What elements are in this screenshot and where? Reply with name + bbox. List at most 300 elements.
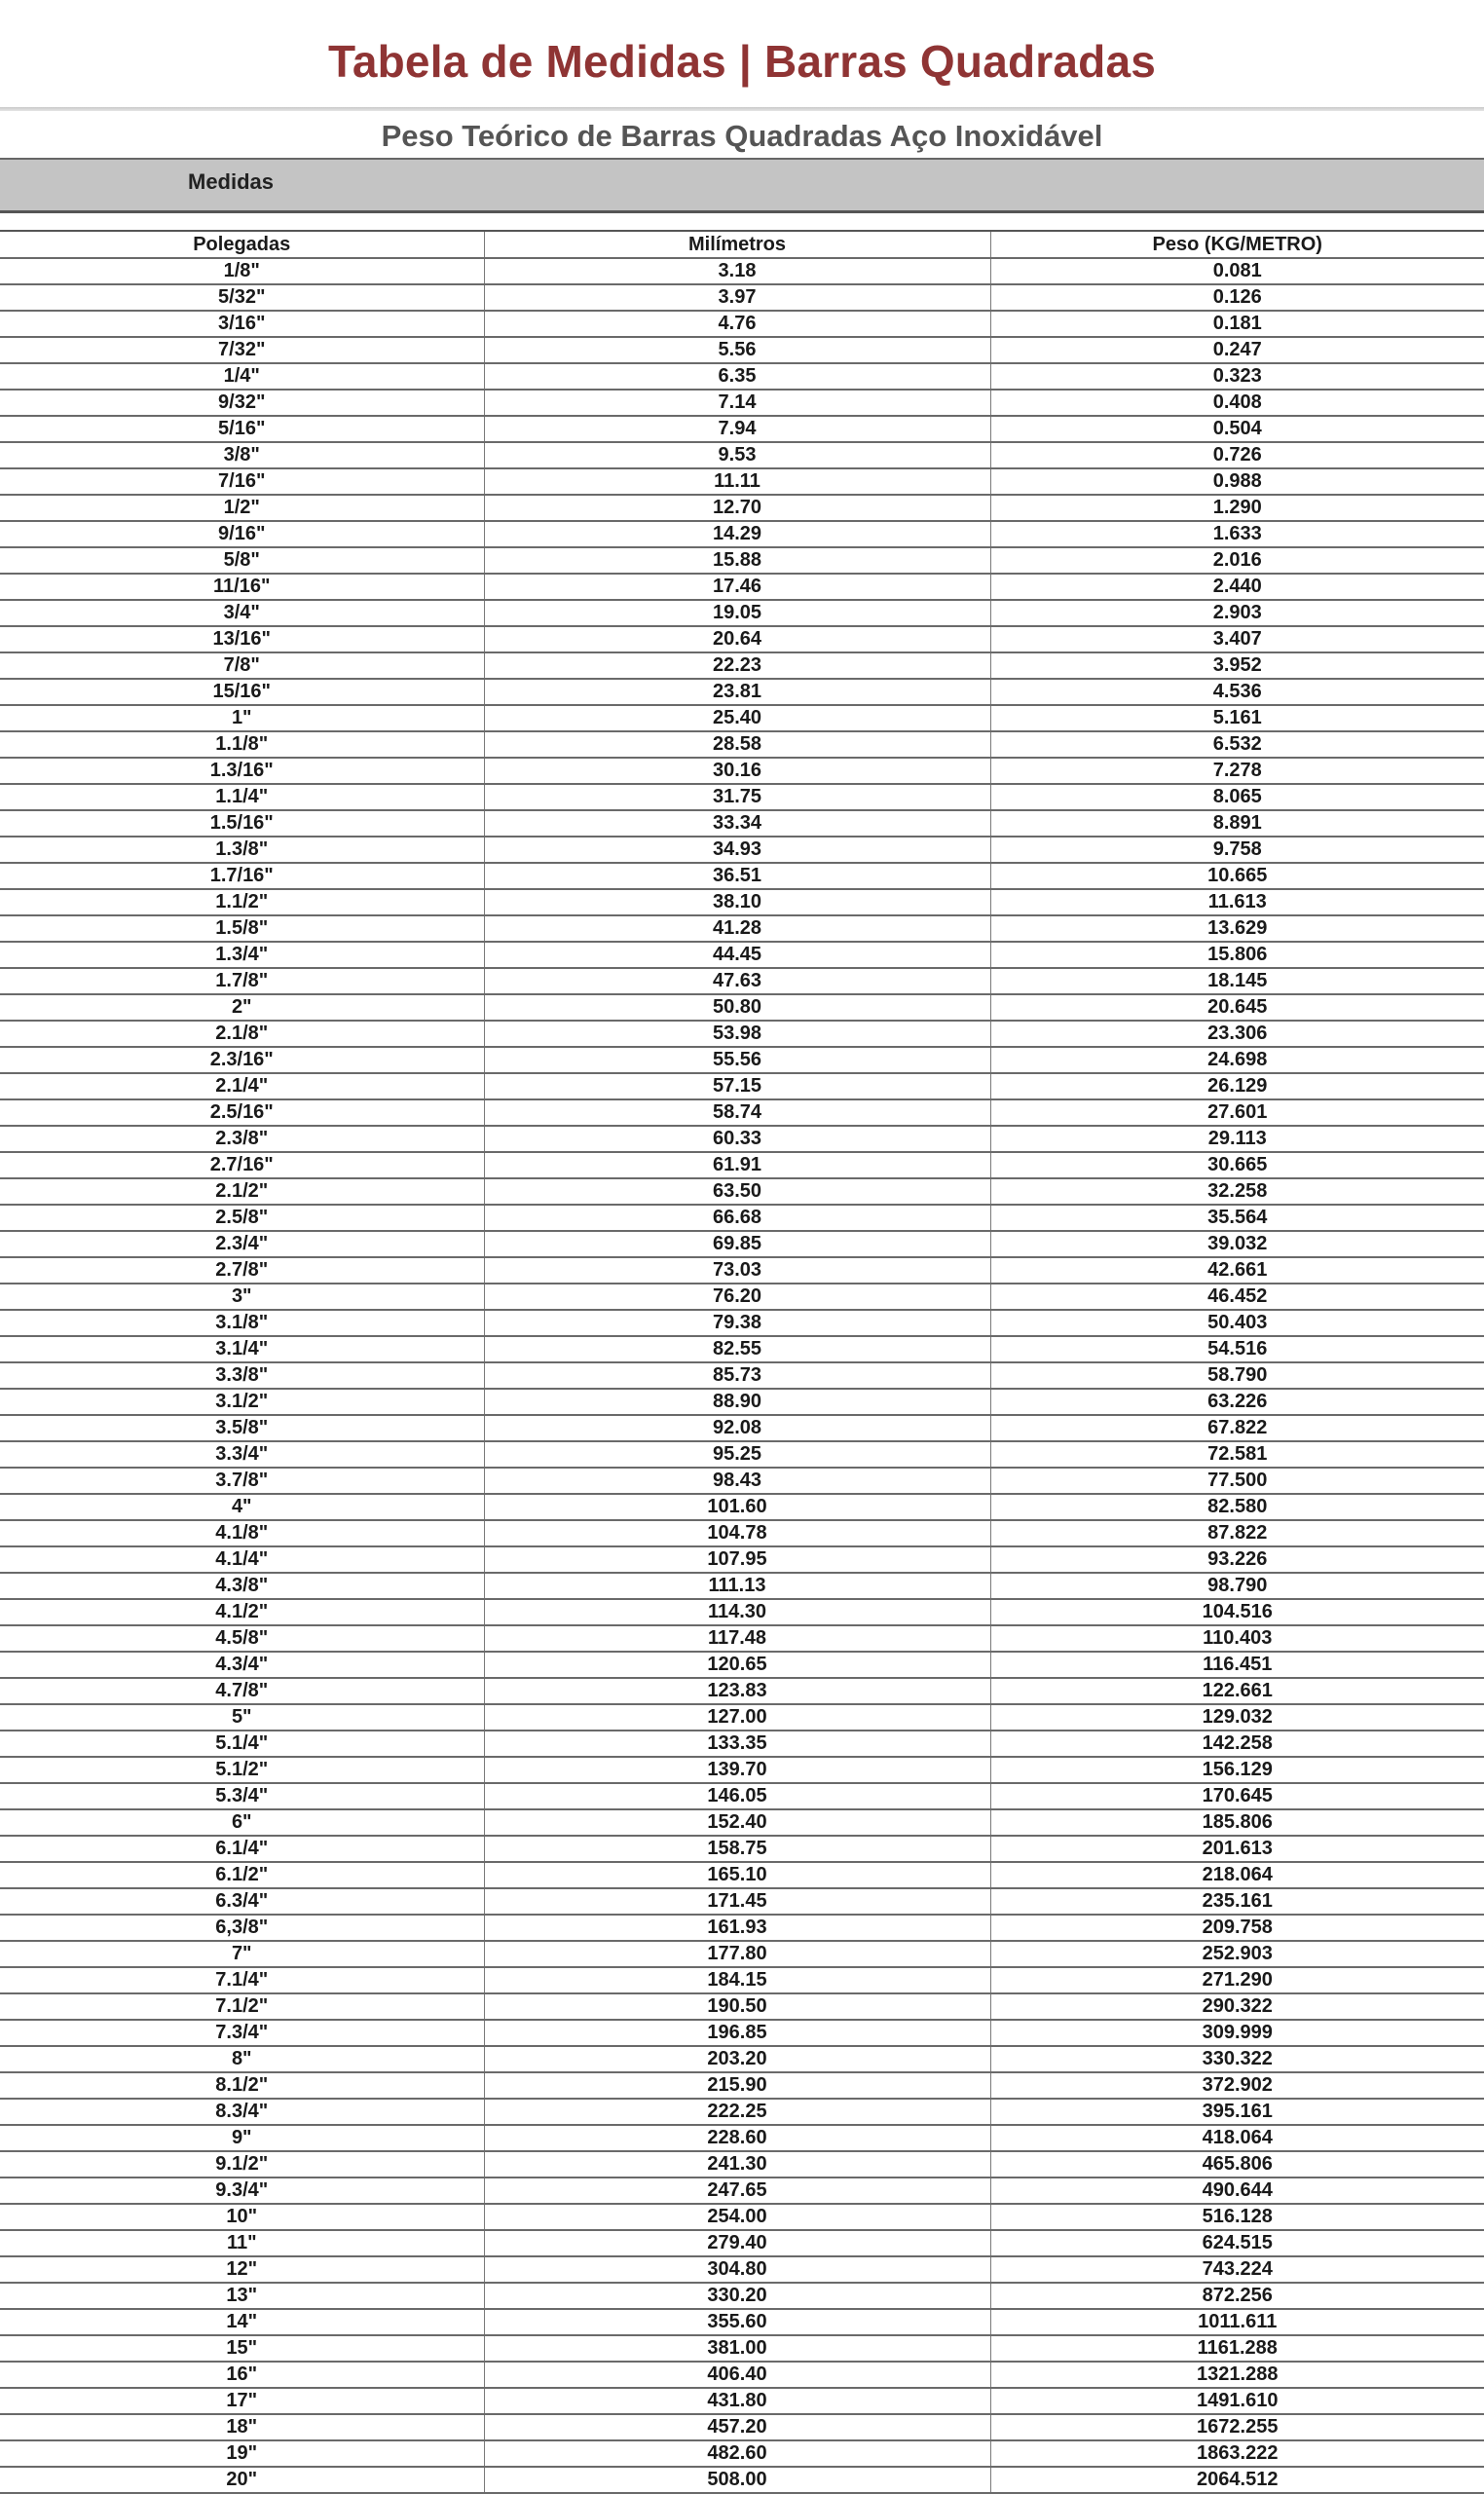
cell-milimetros: 55.56 — [484, 1047, 990, 1073]
cell-milimetros: 4.76 — [484, 311, 990, 337]
cell-milimetros: 11.11 — [484, 468, 990, 495]
table-row — [0, 390, 1484, 416]
cell-polegadas: 18" — [0, 2414, 484, 2440]
cell-peso: 624.515 — [990, 2230, 1484, 2256]
cell-polegadas: 19" — [0, 2440, 484, 2467]
cell-polegadas: 3/8" — [0, 442, 484, 468]
cell-peso: 156.129 — [990, 1757, 1484, 1783]
cell-polegadas: 1" — [0, 705, 484, 731]
cell-milimetros: 92.08 — [484, 1415, 990, 1441]
cell-polegadas: 14" — [0, 2309, 484, 2335]
cell-polegadas: 6" — [0, 1809, 484, 1836]
cell-milimetros: 330.20 — [484, 2283, 990, 2309]
cell-peso: 129.032 — [990, 1704, 1484, 1731]
cell-milimetros: 120.65 — [484, 1652, 990, 1678]
table-row — [0, 1415, 1484, 1441]
cell-polegadas: 3.1/2" — [0, 1389, 484, 1415]
cell-polegadas: 8.3/4" — [0, 2099, 484, 2125]
table-row — [0, 2362, 1484, 2388]
table-row — [0, 1731, 1484, 1757]
table-row — [0, 2283, 1484, 2309]
page-title: Tabela de Medidas | Barras Quadradas — [327, 36, 1157, 87]
cell-milimetros: 98.43 — [484, 1468, 990, 1494]
cell-peso: 0.726 — [990, 442, 1484, 468]
cell-peso: 77.500 — [990, 1468, 1484, 1494]
cell-peso: 0.408 — [990, 390, 1484, 416]
cell-polegadas: 3/16" — [0, 311, 484, 337]
table-row — [0, 1441, 1484, 1468]
table-row — [0, 1362, 1484, 1389]
cell-polegadas: 13" — [0, 2283, 484, 2309]
cell-milimetros: 222.25 — [484, 2099, 990, 2125]
cell-peso: 67.822 — [990, 1415, 1484, 1441]
cell-peso: 1.290 — [990, 495, 1484, 521]
cell-polegadas: 5/8" — [0, 547, 484, 574]
table-row — [0, 2020, 1484, 2046]
cell-polegadas: 6.1/2" — [0, 1862, 484, 1888]
cell-polegadas: 6.3/4" — [0, 1888, 484, 1915]
cell-milimetros: 228.60 — [484, 2125, 990, 2151]
table-row — [0, 547, 1484, 574]
cell-milimetros: 57.15 — [484, 1073, 990, 1099]
cell-peso: 1321.288 — [990, 2362, 1484, 2388]
cell-polegadas: 2.5/16" — [0, 1099, 484, 1126]
page-subtitle: Peso Teórico de Barras Quadradas Aço Inoxidável — [381, 119, 1103, 153]
table-row — [0, 1284, 1484, 1310]
cell-peso: 110.403 — [990, 1625, 1484, 1652]
table-row — [0, 1205, 1484, 1231]
cell-peso: 39.032 — [990, 1231, 1484, 1257]
cell-milimetros: 133.35 — [484, 1731, 990, 1757]
cell-milimetros: 431.80 — [484, 2388, 990, 2414]
table-row — [0, 1231, 1484, 1257]
table-row — [0, 652, 1484, 679]
cell-peso: 63.226 — [990, 1389, 1484, 1415]
table-row — [0, 837, 1484, 863]
table-row — [0, 1126, 1484, 1152]
table-row — [0, 784, 1484, 810]
cell-polegadas: 4.1/8" — [0, 1520, 484, 1546]
table-row — [0, 1862, 1484, 1888]
cell-milimetros: 190.50 — [484, 1993, 990, 2020]
cell-polegadas: 9" — [0, 2125, 484, 2151]
cell-polegadas: 1/4" — [0, 363, 484, 390]
table-row — [0, 1389, 1484, 1415]
cell-peso: 2.903 — [990, 600, 1484, 626]
cell-polegadas: 2.3/8" — [0, 1126, 484, 1152]
cell-polegadas: 3" — [0, 1284, 484, 1310]
cell-peso: 27.601 — [990, 1099, 1484, 1126]
table-row — [0, 679, 1484, 705]
cell-polegadas: 4.3/4" — [0, 1652, 484, 1678]
cell-peso: 170.645 — [990, 1783, 1484, 1809]
cell-peso: 872.256 — [990, 2283, 1484, 2309]
cell-milimetros: 114.30 — [484, 1599, 990, 1625]
cell-polegadas: 1/2" — [0, 495, 484, 521]
page-header — [0, 0, 1484, 105]
cell-polegadas: 5.1/2" — [0, 1757, 484, 1783]
table-header-row — [0, 232, 1484, 258]
cell-peso: 1011.611 — [990, 2309, 1484, 2335]
cell-peso: 1672.255 — [990, 2414, 1484, 2440]
cell-milimetros: 123.83 — [484, 1678, 990, 1704]
cell-milimetros: 53.98 — [484, 1021, 990, 1047]
cell-peso: 743.224 — [990, 2256, 1484, 2283]
cell-polegadas: 4.5/8" — [0, 1625, 484, 1652]
cell-milimetros: 17.46 — [484, 574, 990, 600]
cell-peso: 271.290 — [990, 1967, 1484, 1993]
cell-peso: 6.532 — [990, 731, 1484, 758]
table-row — [0, 2099, 1484, 2125]
cell-peso: 330.322 — [990, 2046, 1484, 2072]
cell-milimetros: 34.93 — [484, 837, 990, 863]
table-body — [0, 258, 1484, 2493]
cell-peso: 54.516 — [990, 1336, 1484, 1362]
cell-milimetros: 6.35 — [484, 363, 990, 390]
cell-peso: 35.564 — [990, 1205, 1484, 1231]
cell-polegadas: 6.1/4" — [0, 1836, 484, 1862]
table-row — [0, 1783, 1484, 1809]
cell-polegadas: 2.1/2" — [0, 1178, 484, 1205]
cell-polegadas: 10" — [0, 2204, 484, 2230]
cell-polegadas: 1.7/16" — [0, 863, 484, 889]
cell-peso: 201.613 — [990, 1836, 1484, 1862]
table-row — [0, 810, 1484, 837]
table-row — [0, 2178, 1484, 2204]
table-row — [0, 600, 1484, 626]
cell-milimetros: 82.55 — [484, 1336, 990, 1362]
cell-polegadas: 4.1/2" — [0, 1599, 484, 1625]
table-row — [0, 416, 1484, 442]
cell-peso: 218.064 — [990, 1862, 1484, 1888]
cell-milimetros: 85.73 — [484, 1362, 990, 1389]
cell-peso: 8.891 — [990, 810, 1484, 837]
cell-polegadas: 2" — [0, 994, 484, 1021]
table-row — [0, 2414, 1484, 2440]
cell-polegadas: 16" — [0, 2362, 484, 2388]
table-row — [0, 1652, 1484, 1678]
cell-milimetros: 38.10 — [484, 889, 990, 915]
table-row — [0, 311, 1484, 337]
cell-polegadas: 5.1/4" — [0, 1731, 484, 1757]
title-divider — [0, 107, 1484, 111]
cell-polegadas: 7/8" — [0, 652, 484, 679]
cell-milimetros: 5.56 — [484, 337, 990, 363]
cell-polegadas: 5.3/4" — [0, 1783, 484, 1809]
table-row — [0, 1888, 1484, 1915]
cell-milimetros: 28.58 — [484, 731, 990, 758]
table-row — [0, 1941, 1484, 1967]
cell-milimetros: 31.75 — [484, 784, 990, 810]
cell-polegadas: 1.3/16" — [0, 758, 484, 784]
cell-polegadas: 7" — [0, 1941, 484, 1967]
cell-milimetros: 14.29 — [484, 521, 990, 547]
cell-milimetros: 33.34 — [484, 810, 990, 837]
cell-peso: 8.065 — [990, 784, 1484, 810]
cell-peso: 142.258 — [990, 1731, 1484, 1757]
cell-polegadas: 15/16" — [0, 679, 484, 705]
cell-milimetros: 482.60 — [484, 2440, 990, 2467]
cell-peso: 372.902 — [990, 2072, 1484, 2099]
cell-peso: 1161.288 — [990, 2335, 1484, 2362]
cell-peso: 395.161 — [990, 2099, 1484, 2125]
cell-peso: 2.440 — [990, 574, 1484, 600]
cell-milimetros: 58.74 — [484, 1099, 990, 1126]
table-row — [0, 2309, 1484, 2335]
cell-milimetros: 22.23 — [484, 652, 990, 679]
cell-polegadas: 1.7/8" — [0, 968, 484, 994]
cell-peso: 1.633 — [990, 521, 1484, 547]
table-row — [0, 1099, 1484, 1126]
cell-polegadas: 7.3/4" — [0, 2020, 484, 2046]
cell-milimetros: 508.00 — [484, 2467, 990, 2493]
table-row — [0, 915, 1484, 942]
cell-polegadas: 8" — [0, 2046, 484, 2072]
cell-milimetros: 88.90 — [484, 1389, 990, 1415]
measurements-table — [0, 232, 1484, 2494]
cell-polegadas: 17" — [0, 2388, 484, 2414]
cell-polegadas: 1.3/4" — [0, 942, 484, 968]
cell-polegadas: 5/32" — [0, 284, 484, 311]
cell-polegadas: 3.7/8" — [0, 1468, 484, 1494]
cell-milimetros: 12.70 — [484, 495, 990, 521]
table-row — [0, 1704, 1484, 1731]
cell-milimetros: 76.20 — [484, 1284, 990, 1310]
cell-milimetros: 104.78 — [484, 1520, 990, 1546]
cell-milimetros: 61.91 — [484, 1152, 990, 1178]
cell-polegadas: 1.5/16" — [0, 810, 484, 837]
cell-milimetros: 158.75 — [484, 1836, 990, 1862]
cell-peso: 87.822 — [990, 1520, 1484, 1546]
table-row — [0, 574, 1484, 600]
cell-polegadas: 8.1/2" — [0, 2072, 484, 2099]
cell-milimetros: 304.80 — [484, 2256, 990, 2283]
table-row — [0, 942, 1484, 968]
cell-peso: 50.403 — [990, 1310, 1484, 1336]
column-header-polegadas: Polegadas — [0, 232, 484, 258]
table-row — [0, 2046, 1484, 2072]
cell-peso: 0.247 — [990, 337, 1484, 363]
table-row — [0, 1178, 1484, 1205]
cell-peso: 18.145 — [990, 968, 1484, 994]
cell-polegadas: 4" — [0, 1494, 484, 1520]
cell-polegadas: 2.3/16" — [0, 1047, 484, 1073]
cell-polegadas: 13/16" — [0, 626, 484, 652]
cell-milimetros: 36.51 — [484, 863, 990, 889]
column-header-peso: Peso (KG/METRO) — [990, 232, 1484, 258]
cell-peso: 209.758 — [990, 1915, 1484, 1941]
table-row — [0, 1546, 1484, 1573]
table-row — [0, 1757, 1484, 1783]
table-row — [0, 1836, 1484, 1862]
cell-polegadas: 4.7/8" — [0, 1678, 484, 1704]
cell-milimetros: 457.20 — [484, 2414, 990, 2440]
cell-peso: 26.129 — [990, 1073, 1484, 1099]
table-row — [0, 626, 1484, 652]
cell-peso: 32.258 — [990, 1178, 1484, 1205]
cell-peso: 309.999 — [990, 2020, 1484, 2046]
cell-milimetros: 146.05 — [484, 1783, 990, 1809]
cell-peso: 2064.512 — [990, 2467, 1484, 2493]
cell-peso: 4.536 — [990, 679, 1484, 705]
cell-milimetros: 7.94 — [484, 416, 990, 442]
cell-peso: 20.645 — [990, 994, 1484, 1021]
cell-peso: 29.113 — [990, 1126, 1484, 1152]
cell-milimetros: 254.00 — [484, 2204, 990, 2230]
table-row — [0, 2072, 1484, 2099]
cell-milimetros: 30.16 — [484, 758, 990, 784]
cell-polegadas: 20" — [0, 2467, 484, 2493]
table-row — [0, 521, 1484, 547]
cell-peso: 46.452 — [990, 1284, 1484, 1310]
cell-peso: 490.644 — [990, 2178, 1484, 2204]
table-row — [0, 863, 1484, 889]
cell-milimetros: 19.05 — [484, 600, 990, 626]
column-header-milimetros: Milímetros — [484, 232, 990, 258]
cell-milimetros: 279.40 — [484, 2230, 990, 2256]
cell-peso: 0.126 — [990, 284, 1484, 311]
cell-milimetros: 177.80 — [484, 1941, 990, 1967]
table-row — [0, 1915, 1484, 1941]
cell-polegadas: 3.1/4" — [0, 1336, 484, 1362]
cell-peso: 58.790 — [990, 1362, 1484, 1389]
cell-peso: 418.064 — [990, 2125, 1484, 2151]
table-row — [0, 758, 1484, 784]
cell-milimetros: 15.88 — [484, 547, 990, 574]
table-row — [0, 1152, 1484, 1178]
cell-milimetros: 3.97 — [484, 284, 990, 311]
cell-peso: 116.451 — [990, 1652, 1484, 1678]
cell-milimetros: 111.13 — [484, 1573, 990, 1599]
table-row — [0, 1336, 1484, 1362]
measurements-table-area — [0, 230, 1484, 2494]
table-row — [0, 968, 1484, 994]
table-row — [0, 2335, 1484, 2362]
cell-milimetros: 215.90 — [484, 2072, 990, 2099]
cell-milimetros: 50.80 — [484, 994, 990, 1021]
cell-polegadas: 3.3/8" — [0, 1362, 484, 1389]
table-row — [0, 1993, 1484, 2020]
cell-milimetros: 95.25 — [484, 1441, 990, 1468]
table-row — [0, 1809, 1484, 1836]
table-row — [0, 705, 1484, 731]
cell-peso: 5.161 — [990, 705, 1484, 731]
cell-peso: 23.306 — [990, 1021, 1484, 1047]
cell-milimetros: 41.28 — [484, 915, 990, 942]
table-row — [0, 1073, 1484, 1099]
cell-peso: 24.698 — [990, 1047, 1484, 1073]
cell-milimetros: 66.68 — [484, 1205, 990, 1231]
cell-peso: 3.952 — [990, 652, 1484, 679]
cell-peso: 93.226 — [990, 1546, 1484, 1573]
cell-peso: 0.988 — [990, 468, 1484, 495]
cell-milimetros: 79.38 — [484, 1310, 990, 1336]
cell-milimetros: 107.95 — [484, 1546, 990, 1573]
cell-polegadas: 11/16" — [0, 574, 484, 600]
table-row — [0, 1599, 1484, 1625]
cell-peso: 252.903 — [990, 1941, 1484, 1967]
table-row — [0, 889, 1484, 915]
table-row — [0, 1310, 1484, 1336]
cell-peso: 13.629 — [990, 915, 1484, 942]
cell-milimetros: 406.40 — [484, 2362, 990, 2388]
cell-peso: 7.278 — [990, 758, 1484, 784]
cell-milimetros: 152.40 — [484, 1809, 990, 1836]
table-row — [0, 2204, 1484, 2230]
cell-peso: 0.323 — [990, 363, 1484, 390]
cell-polegadas: 9.1/2" — [0, 2151, 484, 2178]
cell-polegadas: 5" — [0, 1704, 484, 1731]
cell-milimetros: 381.00 — [484, 2335, 990, 2362]
cell-polegadas: 15" — [0, 2335, 484, 2362]
table-row — [0, 994, 1484, 1021]
table-row — [0, 1468, 1484, 1494]
section-header-bar — [0, 158, 1484, 213]
table-row — [0, 1678, 1484, 1704]
table-row — [0, 495, 1484, 521]
cell-polegadas: 1.3/8" — [0, 837, 484, 863]
cell-milimetros: 69.85 — [484, 1231, 990, 1257]
table-row — [0, 1967, 1484, 1993]
table-row — [0, 258, 1484, 284]
table-row — [0, 2256, 1484, 2283]
section-label: Medidas — [188, 169, 275, 194]
cell-polegadas: 2.5/8" — [0, 1205, 484, 1231]
cell-polegadas: 2.1/8" — [0, 1021, 484, 1047]
cell-peso: 9.758 — [990, 837, 1484, 863]
cell-milimetros: 247.65 — [484, 2178, 990, 2204]
cell-polegadas: 1.1/4" — [0, 784, 484, 810]
cell-peso: 0.181 — [990, 311, 1484, 337]
cell-milimetros: 7.14 — [484, 390, 990, 416]
table-row — [0, 1047, 1484, 1073]
cell-polegadas: 9/32" — [0, 390, 484, 416]
cell-peso: 82.580 — [990, 1494, 1484, 1520]
cell-polegadas: 12" — [0, 2256, 484, 2283]
cell-peso: 1491.610 — [990, 2388, 1484, 2414]
cell-peso: 290.322 — [990, 1993, 1484, 2020]
cell-milimetros: 47.63 — [484, 968, 990, 994]
cell-milimetros: 117.48 — [484, 1625, 990, 1652]
cell-milimetros: 9.53 — [484, 442, 990, 468]
cell-peso: 122.661 — [990, 1678, 1484, 1704]
table-row — [0, 1520, 1484, 1546]
cell-milimetros: 127.00 — [484, 1704, 990, 1731]
cell-polegadas: 5/16" — [0, 416, 484, 442]
cell-milimetros: 203.20 — [484, 2046, 990, 2072]
cell-milimetros: 23.81 — [484, 679, 990, 705]
table-row — [0, 2467, 1484, 2493]
cell-milimetros: 196.85 — [484, 2020, 990, 2046]
cell-polegadas: 7/32" — [0, 337, 484, 363]
table-row — [0, 337, 1484, 363]
cell-polegadas: 3/4" — [0, 600, 484, 626]
cell-peso: 30.665 — [990, 1152, 1484, 1178]
cell-milimetros: 3.18 — [484, 258, 990, 284]
cell-polegadas: 9/16" — [0, 521, 484, 547]
table-row — [0, 284, 1484, 311]
cell-polegadas: 11" — [0, 2230, 484, 2256]
table-row — [0, 2230, 1484, 2256]
table-row — [0, 731, 1484, 758]
cell-peso: 98.790 — [990, 1573, 1484, 1599]
cell-polegadas: 1/8" — [0, 258, 484, 284]
cell-peso: 0.081 — [990, 258, 1484, 284]
table-row — [0, 1494, 1484, 1520]
table-row — [0, 468, 1484, 495]
table-row — [0, 363, 1484, 390]
cell-polegadas: 9.3/4" — [0, 2178, 484, 2204]
